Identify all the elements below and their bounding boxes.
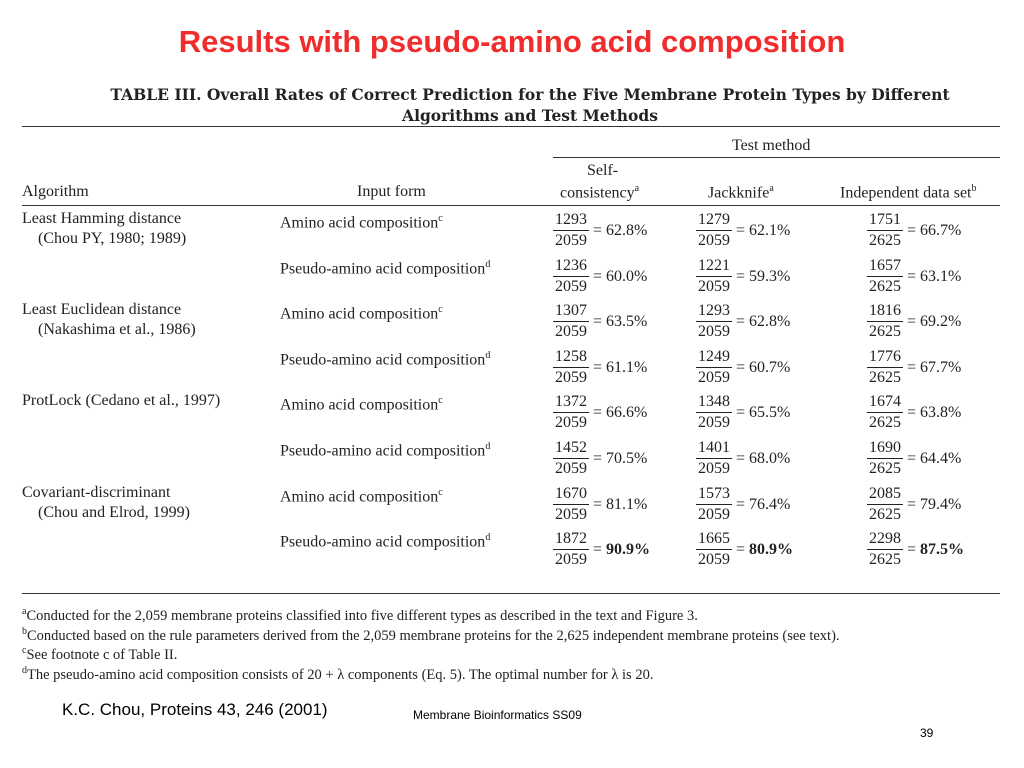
header-jackknife-sup: a [769,183,774,194]
jack-cell [696,347,790,388]
jack-percentage [736,539,793,560]
ind-numerator: 1776 [867,347,903,368]
ind-numerator: 2085 [867,484,903,505]
ind-fraction [867,484,903,525]
algorithm-reference: (Chou PY, 1980; 1989) [38,230,187,247]
jack-percentage: = 65.5% [736,404,791,421]
footnote-mark: a [22,606,27,617]
ind-fraction [867,347,903,388]
ind-cell [867,210,961,251]
jack-numerator: 1293 [696,301,732,322]
ind-denominator: 2625 [869,414,901,431]
self-cell [553,438,647,479]
self-percentage [593,539,650,560]
jack-numerator: 1279 [696,210,732,231]
jack-percentage: = 60.7% [736,359,791,376]
footnote-text: The pseudo-amino acid composition consists of 20 + λ components (Eq. 5). The optimal number for λ is 20. [27,666,654,683]
self-fraction [553,484,589,525]
ind-denominator: 2625 [869,460,901,477]
self-equals: = [593,541,603,558]
input-form-sup: d [485,441,491,452]
jack-denominator: 2059 [698,506,730,523]
self-denominator: 2059 [555,232,587,249]
jack-fraction [696,392,732,433]
input-form-label: Pseudo-amino acid composition [280,260,486,278]
ind-fraction [867,529,903,570]
input-form-sup: d [485,350,491,361]
header-independent [840,183,977,202]
jack-fraction [696,256,732,297]
ind-cell [867,301,961,342]
jack-numerator: 1401 [696,438,732,459]
course-name: Membrane Bioinformatics SS09 [413,708,582,722]
input-form-sup: c [438,395,443,406]
ind-fraction [867,392,903,433]
footnote-mark: b [22,625,27,637]
input-form-label: Amino acid composition [280,396,439,414]
jack-fraction [696,484,732,525]
ind-equals: = [907,541,917,558]
input-form-label: Pseudo-amino acid composition [280,351,486,369]
jack-percentage: = 76.4% [736,496,791,513]
ind-numerator: 1657 [867,256,903,277]
jack-cell [696,301,790,342]
jack-cell [696,484,790,525]
jack-fraction [696,438,732,479]
self-percentage: = 63.5% [593,313,648,330]
ind-denominator: 2625 [869,278,901,295]
input-form-label: Amino acid composition [280,214,439,232]
table-caption [30,84,1024,126]
jack-numerator: 1348 [696,392,732,413]
jack-percentage: = 62.1% [736,222,791,239]
input-form-sup: d [485,532,491,543]
jack-fraction [696,301,732,342]
footnote-text: See footnote c of Table II. [26,646,178,663]
self-percentage: = 60.0% [593,268,648,285]
ind-numerator: 1751 [867,210,903,231]
input-form [280,390,443,415]
input-form-label: Amino acid composition [280,488,439,506]
jack-cell [696,256,790,297]
self-fraction [553,301,589,342]
self-percentage: = 66.6% [593,404,648,421]
self-denominator: 2059 [555,460,587,477]
ind-percentage [907,539,964,560]
footnote-text: Conducted for the 2,059 membrane proteins classified into five different types as described in the text and Figure 3. [26,607,698,624]
ind-percentage: = 67.7% [907,359,962,376]
self-cell [553,301,647,342]
self-numerator: 1258 [553,347,589,368]
header-test-method: Test method [732,137,811,154]
self-cell [553,256,647,297]
jack-denominator: 2059 [698,369,730,386]
header-jackknife-label: Jackknife [708,184,770,202]
self-cell [553,392,647,433]
ind-denominator: 2625 [869,506,901,523]
jack-percentage: = 62.8% [736,313,791,330]
algorithm-reference: (Chou and Elrod, 1999) [38,504,190,521]
self-percentage: = 62.8% [593,222,648,239]
jack-cell [696,529,793,570]
ind-cell [867,529,964,570]
algorithm-name: Covariant-discriminant [22,484,171,501]
input-form [280,254,490,279]
ind-percentage-value: 87.5% [920,541,965,558]
algorithm-name: ProtLock (Cedano et al., 1997) [22,392,221,409]
self-denominator: 2059 [555,551,587,568]
ind-cell [867,438,961,479]
self-percentage: = 61.1% [593,359,648,376]
input-form-sup: c [438,304,443,315]
self-numerator: 1307 [553,301,589,322]
jack-fraction [696,210,732,251]
self-cell [553,484,647,525]
table-caption-line-1: TABLE III. Overall Rates of Correct Prediction for the Five Membrane Protein Types by Different [110,85,950,104]
table-bottom-rule [22,593,1000,594]
header-input-form: Input form [357,183,426,200]
header-self-consistency [560,183,639,202]
self-cell [553,210,647,251]
footnote-mark: c [22,645,27,656]
header-independent-sup: b [971,183,977,194]
header-independent-label: Independent data set [840,184,972,202]
self-percentage: = 81.1% [593,496,648,513]
jack-cell [696,438,790,479]
ind-fraction [867,210,903,251]
ind-percentage: = 63.8% [907,404,962,421]
input-form [280,527,490,552]
self-fraction [553,210,589,251]
self-denominator: 2059 [555,414,587,431]
ind-percentage: = 79.4% [907,496,962,513]
table-caption-line-2: Algorithms and Test Methods [402,106,658,125]
self-percentage-value: 90.9% [606,541,651,558]
input-form-label: Pseudo-amino acid composition [280,533,486,551]
test-method-rule [553,157,1000,158]
input-form-label: Pseudo-amino acid composition [280,442,486,460]
ind-percentage: = 63.1% [907,268,962,285]
jack-numerator: 1573 [696,484,732,505]
header-self-line2: consistency [560,184,635,202]
self-numerator: 1452 [553,438,589,459]
header-jackknife [708,183,774,202]
header-self-line1: Self- [587,162,619,179]
input-form-sup: c [438,213,443,224]
ind-cell [867,347,961,388]
citation-reference: K.C. Chou, Proteins 43, 246 (2001) [62,700,328,719]
jack-equals: = [736,541,746,558]
jack-numerator: 1249 [696,347,732,368]
algorithm-name: Least Euclidean distance [22,301,182,318]
algorithm-name: Least Hamming distance [22,210,182,227]
ind-numerator: 2298 [867,529,903,550]
jack-numerator: 1665 [696,529,732,550]
jack-cell [696,210,790,251]
ind-denominator: 2625 [869,323,901,340]
ind-denominator: 2625 [869,232,901,249]
self-fraction [553,438,589,479]
jack-denominator: 2059 [698,278,730,295]
ind-numerator: 1690 [867,438,903,459]
input-form [280,345,490,370]
slide-title: Results with pseudo-amino acid composition [178,24,846,59]
self-numerator: 1293 [553,210,589,231]
ind-cell [867,484,961,525]
jack-percentage: = 68.0% [736,450,791,467]
ind-percentage: = 64.4% [907,450,962,467]
self-fraction [553,256,589,297]
self-numerator: 1670 [553,484,589,505]
input-form [280,208,443,233]
self-denominator: 2059 [555,323,587,340]
input-form-sup: c [438,487,443,498]
ind-denominator: 2625 [869,369,901,386]
ind-fraction [867,301,903,342]
footnote-text: Conducted based on the rule parameters derived from the 2,059 membrane proteins for the 2,625 independent membrane proteins (see text). [27,627,840,644]
self-denominator: 2059 [555,278,587,295]
input-form [280,299,443,324]
self-numerator: 1872 [553,529,589,550]
jack-percentage: = 59.3% [736,268,791,285]
jack-fraction [696,529,732,570]
self-numerator: 1372 [553,392,589,413]
ind-numerator: 1816 [867,301,903,322]
table-top-rule [22,126,1000,127]
jack-numerator: 1221 [696,256,732,277]
jack-denominator: 2059 [698,232,730,249]
ind-cell [867,256,961,297]
jack-denominator: 2059 [698,323,730,340]
self-fraction [553,392,589,433]
input-form-label: Amino acid composition [280,305,439,323]
self-cell [553,347,647,388]
footnote-mark: d [22,664,27,676]
jack-denominator: 2059 [698,460,730,477]
input-form [280,482,443,507]
jack-percentage-value: 80.9% [749,541,794,558]
self-fraction [553,347,589,388]
self-cell [553,529,650,570]
ind-denominator: 2625 [869,551,901,568]
header-self-sup: a [634,183,640,194]
self-denominator: 2059 [555,506,587,523]
jack-denominator: 2059 [698,414,730,431]
ind-cell [867,392,961,433]
self-denominator: 2059 [555,369,587,386]
algorithm-reference: (Nakashima et al., 1986) [38,321,196,338]
jack-denominator: 2059 [698,551,730,568]
ind-percentage: = 69.2% [907,313,962,330]
page-number: 39 [920,726,934,740]
ind-percentage: = 66.7% [907,222,962,239]
self-percentage: = 70.5% [593,450,648,467]
jack-cell [696,392,790,433]
header-bottom-rule [22,205,1000,206]
input-form [280,436,490,461]
ind-fraction [867,438,903,479]
header-algorithm: Algorithm [22,183,89,200]
self-numerator: 1236 [553,256,589,277]
input-form-sup: d [485,259,491,270]
self-fraction [553,529,589,570]
jack-fraction [696,347,732,388]
ind-numerator: 1674 [867,392,903,413]
footnote-d [22,661,653,685]
ind-fraction [867,256,903,297]
